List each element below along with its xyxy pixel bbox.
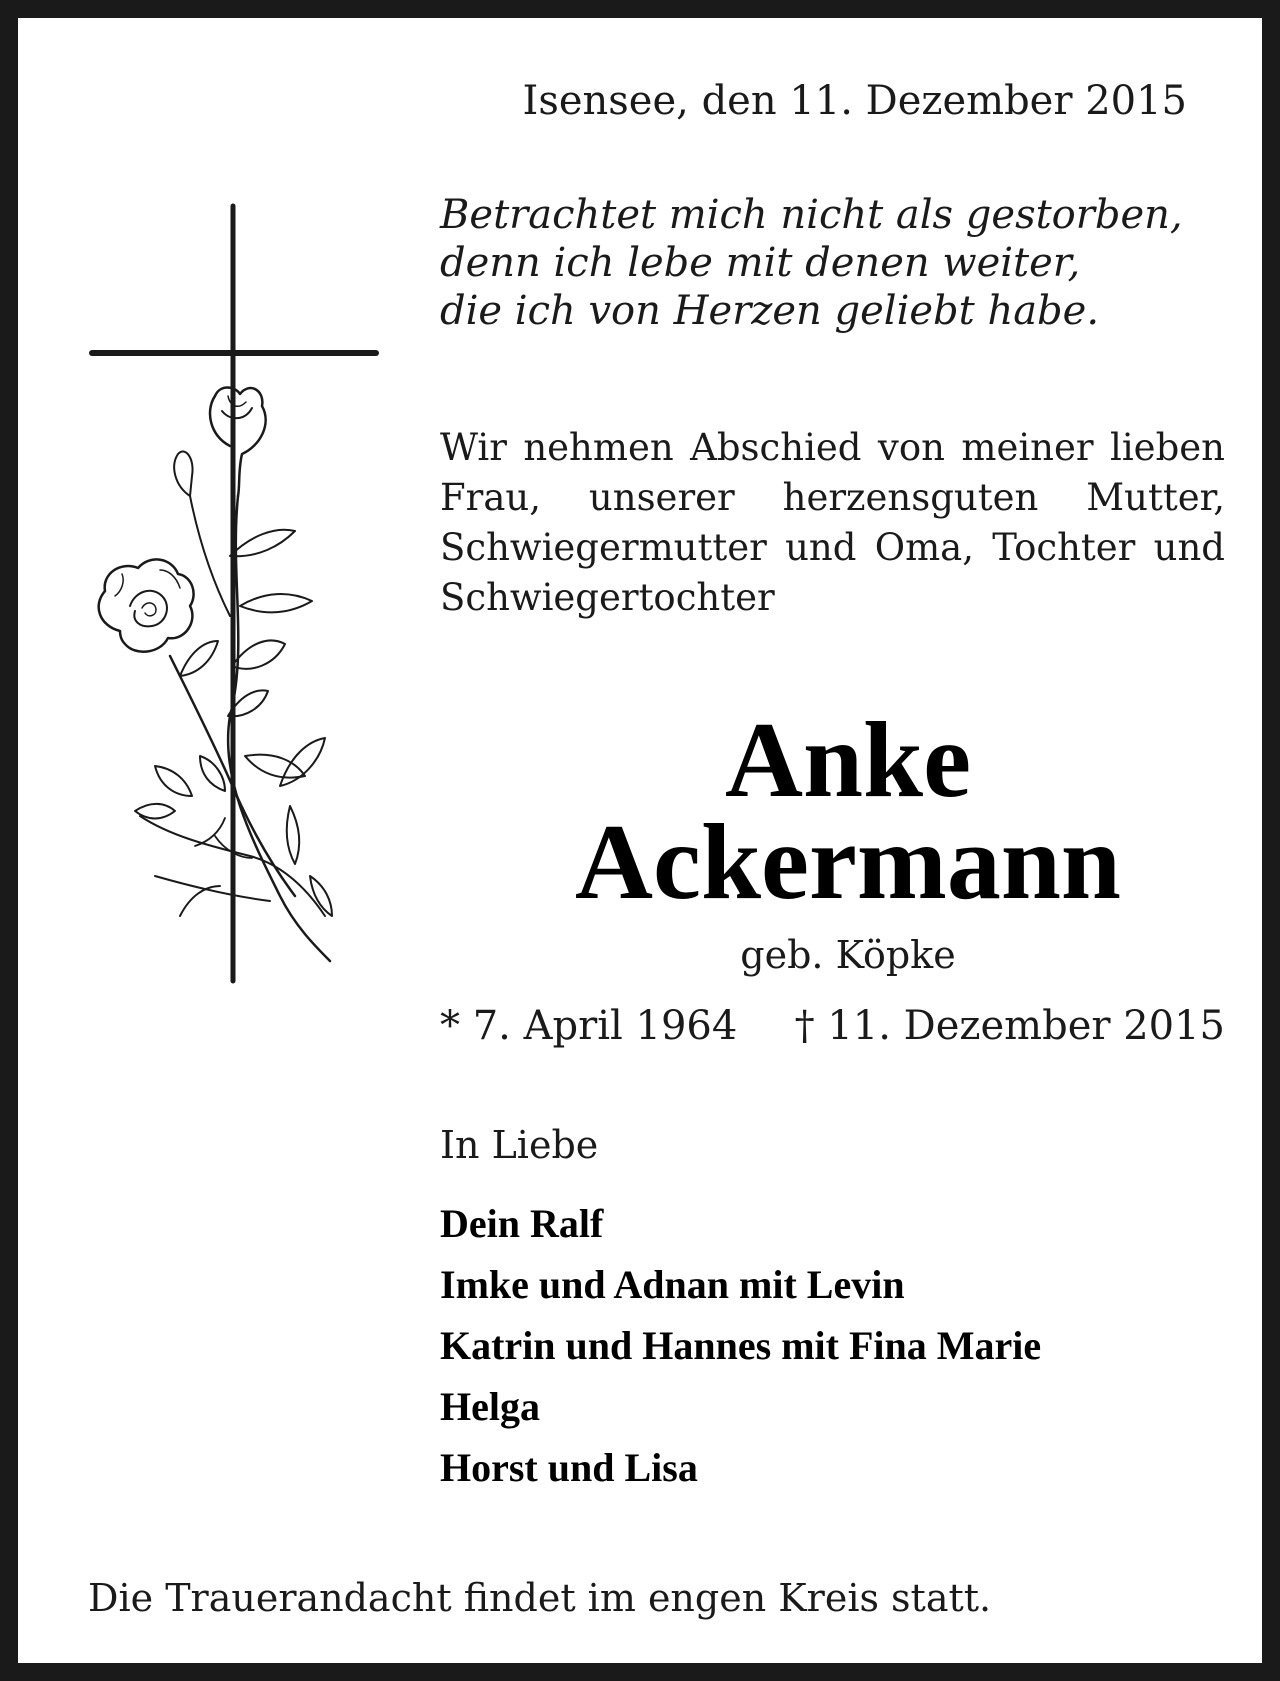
mourner-name: Helga	[440, 1384, 540, 1429]
mourner-name: Imke und Adnan mit Levin	[440, 1262, 905, 1307]
motto-line: Betrachtet mich nicht als gestorben,	[440, 192, 1183, 238]
mourners-list	[440, 1193, 1041, 1498]
deceased-first-name: Anke	[724, 701, 972, 820]
motto	[440, 191, 1240, 335]
cross-with-roses-icon	[80, 196, 380, 986]
mourners-heading: In Liebe	[440, 1123, 599, 1167]
birth-name: geb. Köpke	[740, 933, 956, 977]
deceased-last-name: Ackermann	[575, 803, 1121, 922]
birth-date: * 7. April 1964	[440, 1003, 738, 1049]
place-date: Isensee, den 11. Dezember 2015	[522, 78, 1187, 124]
death-date: † 11. Dezember 2015	[794, 1003, 1225, 1049]
motto-line: die ich von Herzen geliebt habe.	[440, 288, 1100, 334]
closing-note: Die Trauerandacht findet im engen Kreis statt.	[88, 1576, 992, 1620]
mourner-name: Horst und Lisa	[440, 1445, 698, 1490]
mourner-name: Dein Ralf	[440, 1201, 604, 1246]
farewell-text: Wir nehmen Abschied von meiner lieben Frau, unserer herzensguten Mutter, Schwiegermutter und Oma, Tochter und Schwiegertochter	[440, 426, 1225, 619]
motto-line: denn ich lebe mit denen weiter,	[440, 240, 1081, 286]
mourner-name: Katrin und Hannes mit Fina Marie	[440, 1323, 1042, 1368]
